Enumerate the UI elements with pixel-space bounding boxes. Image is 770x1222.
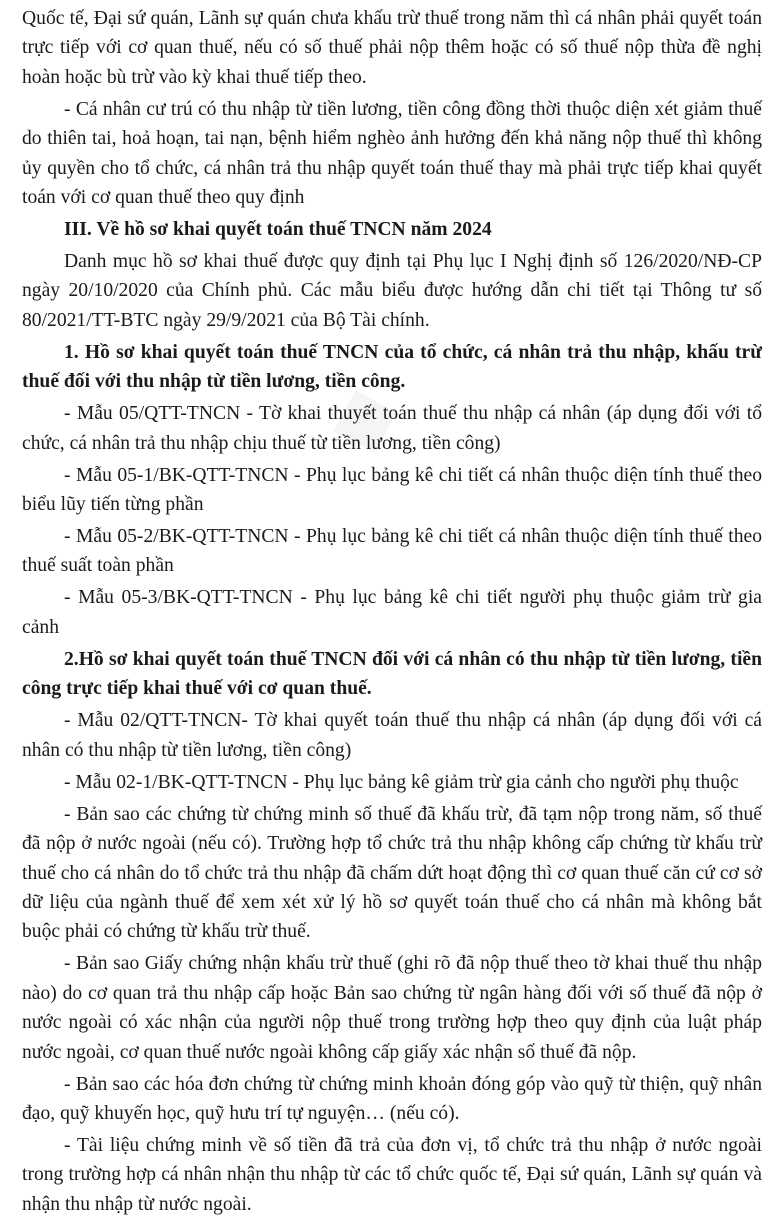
list-item-form-05-3: - Mẫu 05-3/BK-QTT-TNCN - Phụ lục bảng kê chi tiết người phụ thuộc giảm trừ gia cảnh xyxy=(22,587,762,638)
list-item-copies-tax-vouchers: - Bản sao các chứng từ chứng minh số thuế đã khấu trừ, đã tạm nộp trong năm, số thuế đã nộp ở nước ngoài (nếu có). Trường hợp tổ chức trả thu nhập không cấp chứng từ khấu trừ thuế cho cá nhân do tổ chức trả thu nhập đã chấm dứt hoạt động thì cơ quan thuế căn cứ cơ sở dữ liệu của ngành thuế để xem xét xử lý hồ sơ quyết toán thuế cho cá nhân mà không bắt buộc phải có chứng từ khấu trừ thuế. xyxy=(22,803,762,943)
list-item-foreign-income-docs: - Tài liệu chứng minh về số tiền đã trả của đơn vị, tổ chức trả thu nhập ở nước ngoài trong trường hợp cá nhân nhận thu nhập từ các tổ chức quốc tế, Đại sứ quán, Lãnh sự quán và nhận thu nhập từ nước ngoài. xyxy=(22,1134,762,1215)
paragraph-document-list: Danh mục hồ sơ khai thuế được quy định tại Phụ lục I Nghị định số 126/2020/NĐ-CP ngày 20/10/2020 của Chính phủ. Các mẫu biểu được hướng dẫn chi tiết tại Thông tư số 80/2021/TT-BTC ngày 29/9/2021 của Bộ Tài chính. xyxy=(22,251,762,331)
list-item-copies-invoices: - Bản sao các hóa đơn chứng từ chứng minh khoản đóng góp vào quỹ từ thiện, quỹ nhân đạo, quỹ khuyến học, quỹ hưu trí tự nguyện… (nếu có). xyxy=(22,1073,762,1124)
subheading-2: 2.Hồ sơ khai quyết toán thuế TNCN đối với cá nhân có thu nhập từ tiền lương, tiền công trực tiếp khai thuế với cơ quan thuế. xyxy=(22,648,762,700)
list-item-form-02: - Mẫu 02/QTT-TNCN- Tờ khai quyết toán thuế thu nhập cá nhân (áp dụng đối với cá nhân có thu nhập từ tiền lương, tiền công) xyxy=(22,710,762,761)
list-item-copies-certificate: - Bản sao Giấy chứng nhận khấu trừ thuế (ghi rõ đã nộp thuế theo tờ khai thuế thu nhập nào) do cơ quan trả thu nhập cấp hoặc Bản sao chứng từ ngân hàng đối với số thuế đã nộp ở nước ngoài có xác nhận của người nộp thuế trong trường hợp theo quy định của luật pháp nước ngoài, cơ quan thuế nước ngoài không cấp giấy xác nhận số thuế đã nộp. xyxy=(22,953,762,1063)
watermark: ■ xyxy=(300,369,423,471)
paragraph-continuation: Quốc tế, Đại sứ quán, Lãnh sự quán chưa khấu trừ thuế trong năm thì cá nhân phải quyết toán trực tiếp với cơ quan thuế, nếu có số thuế phải nộp thêm hoặc có số thuế nộp thừa đề nghị hoàn hoặc bù trừ vào kỳ khai thuế tiếp theo. xyxy=(22,8,762,88)
document-page xyxy=(22,4,762,1222)
list-item-form-05-1: - Mẫu 05-1/BK-QTT-TNCN - Phụ lục bảng kê chi tiết cá nhân thuộc diện tính thuế theo biểu lũy tiến từng phần xyxy=(22,464,762,516)
paragraph-residents-tax-reduction: - Cá nhân cư trú có thu nhập từ tiền lương, tiền công đồng thời thuộc diện xét giảm thuế do thiên tai, hoả hoạn, tai nạn, bệnh hiểm nghèo ảnh hưởng đến khả năng nộp thuế thì không ủy quyền cho tổ chức, cá nhân trả thu nhập quyết toán thuế thay mà phải trực tiếp khai quyết toán với cơ quan thuế theo quy định xyxy=(22,98,762,209)
list-item-form-05: - Mẫu 05/QTT-TNCN - Tờ khai thuyết toán thuế thu nhập cá nhân (áp dụng đối với tổ chức, cá nhân trả thu nhập chịu thuế từ tiền lương, tiền công) xyxy=(22,403,762,454)
list-item-form-02-1: - Mẫu 02-1/BK-QTT-TNCN - Phụ lục bảng kê giảm trừ gia cảnh cho người phụ thuộc xyxy=(64,771,739,793)
subheading-1: 1. Hồ sơ khai quyết toán thuế TNCN của tổ chức, cá nhân trả thu nhập, khấu trừ thuế đối với thu nhập từ tiền lương, tiền công. xyxy=(22,341,762,393)
list-item-form-05-2: - Mẫu 05-2/BK-QTT-TNCN - Phụ lục bảng kê chi tiết cá nhân thuộc diện tính thuế theo thuế suất toàn phần xyxy=(22,526,762,577)
section-heading-iii: III. Về hồ sơ khai quyết toán thuế TNCN năm 2024 xyxy=(64,219,492,241)
